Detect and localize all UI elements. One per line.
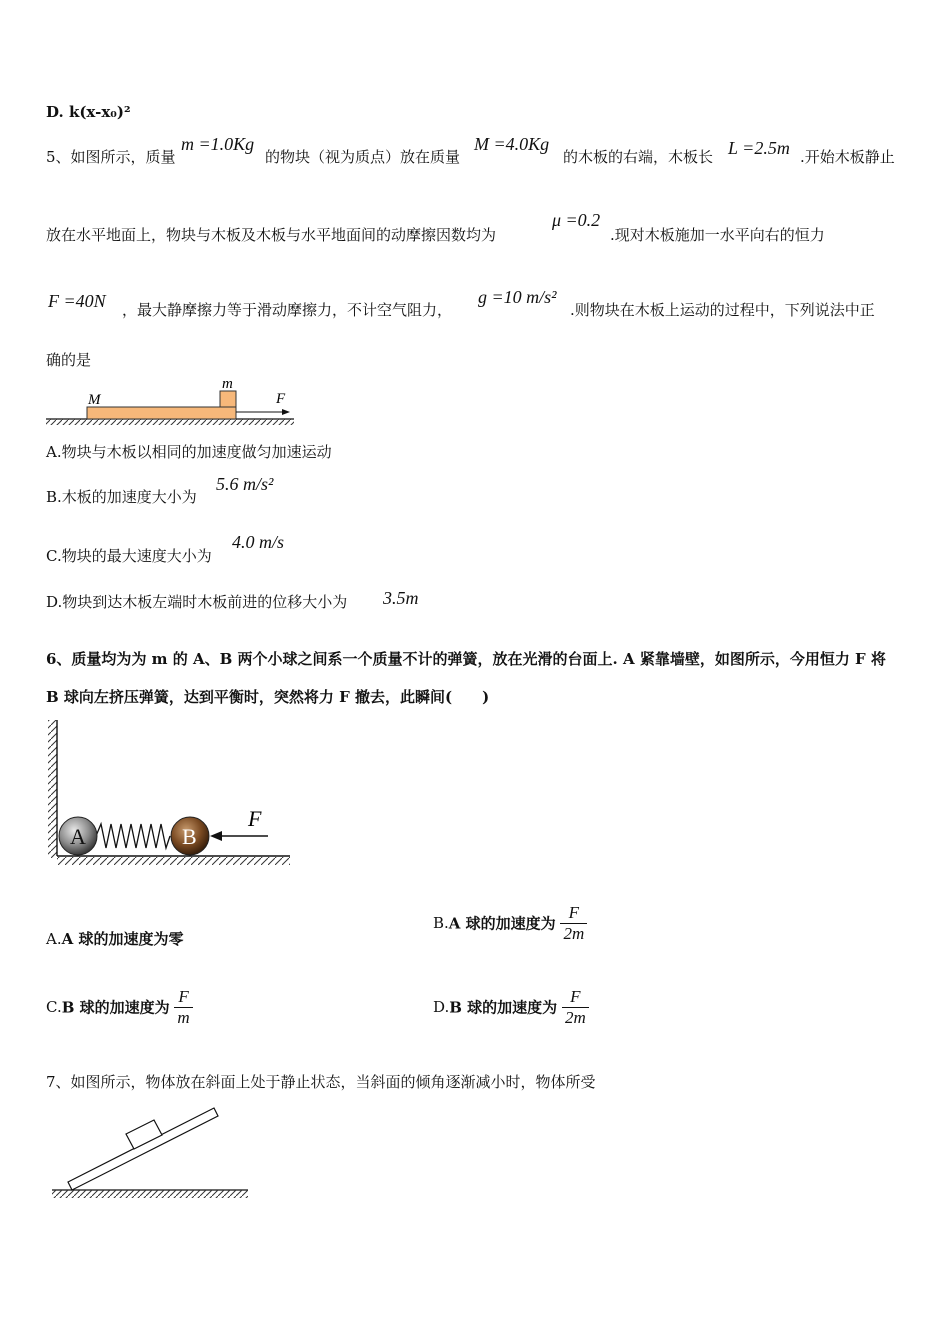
option-text: A 球的加速度为 bbox=[448, 914, 556, 933]
label-b: B bbox=[182, 824, 197, 849]
fraction-den: m bbox=[174, 1007, 192, 1028]
option-label: D. bbox=[46, 593, 63, 611]
q7-incline-figure bbox=[50, 1100, 252, 1204]
ground-hatch bbox=[46, 419, 294, 425]
q5-text: 放在水平地面上，物块与木板及木板与水平地面间的动摩擦因数均为 bbox=[46, 226, 497, 244]
fraction-num: F bbox=[570, 987, 581, 1006]
option-text: A 球的加速度为零 bbox=[61, 930, 184, 948]
q6-spring-figure bbox=[44, 718, 296, 868]
q5-option-d bbox=[46, 591, 347, 612]
option-text: 物块与木板以相同的加速度做匀加速运动 bbox=[61, 443, 332, 461]
fraction-num: F bbox=[568, 903, 580, 922]
option-label: B. bbox=[46, 488, 62, 506]
spring bbox=[96, 824, 170, 848]
force-arrow-head bbox=[282, 409, 290, 415]
option-label: A. bbox=[46, 930, 62, 948]
incline-plank bbox=[68, 1108, 218, 1190]
q5-number: 5、 bbox=[46, 148, 71, 166]
option-label: C. bbox=[46, 547, 62, 565]
q5-option-b-math: 5.6 m/s² bbox=[216, 474, 274, 494]
option-text: 木板的加速度大小为 bbox=[61, 488, 197, 506]
q4-option-d-text: k(x-x₀)² bbox=[68, 103, 131, 121]
q5-option-c bbox=[46, 545, 212, 566]
board bbox=[87, 407, 236, 419]
ground-hatch bbox=[52, 1190, 248, 1198]
fraction bbox=[174, 987, 192, 1027]
q5-text: 如图所示，质量 bbox=[70, 148, 176, 166]
fraction-num: F bbox=[178, 987, 189, 1006]
q5-mu-value: μ =0.2 bbox=[552, 210, 601, 230]
q5-option-d-math: 3.5m bbox=[383, 588, 419, 608]
force-arrow-head bbox=[210, 831, 222, 841]
q6-line-1: 6、质量均为为 m 的 A、B 两个小球之间系一个质量不计的弹簧，放在光滑的台面上. A 紧靠墙壁，如图所示，今用恒力 F 将 bbox=[46, 650, 886, 668]
option-label: C. bbox=[46, 998, 62, 1017]
label-f: F bbox=[248, 806, 262, 831]
q5-M-value: M =4.0Kg bbox=[474, 134, 550, 154]
q5-text: .则物块在木板上运动的过程中，下列说法中正 bbox=[570, 301, 875, 319]
q5-m-value: m =1.0Kg bbox=[181, 134, 255, 154]
q5-text: 的物块（视为质点）放在质量 bbox=[265, 148, 461, 166]
q6-option-c bbox=[46, 987, 193, 1027]
q5-text: 的木板的右端，木板长 bbox=[563, 148, 714, 166]
option-text: B 球的加速度为 bbox=[61, 998, 170, 1017]
q4-option-d bbox=[46, 103, 131, 121]
floor-hatch bbox=[57, 857, 290, 865]
q5-L-value: L =2.5m bbox=[728, 138, 790, 158]
option-text: B 球的加速度为 bbox=[449, 998, 558, 1017]
q4-option-d-label: D. bbox=[46, 103, 64, 121]
option-label: D. bbox=[433, 998, 450, 1017]
q5-text: ，最大静摩擦力等于滑动摩擦力，不计空气阻力， bbox=[122, 301, 453, 319]
fraction-den: 2m bbox=[560, 923, 587, 944]
q6-line-2: B 球向左挤压弹簧，达到平衡时，突然将力 F 撤去，此瞬间( ) bbox=[46, 688, 490, 706]
q6-option-a bbox=[46, 928, 183, 949]
q7-line-1: 7、如图所示，物体放在斜面上处于静止状态，当斜面的倾角逐渐减小时，物体所受 bbox=[46, 1073, 596, 1091]
fraction bbox=[560, 903, 587, 943]
block bbox=[220, 391, 236, 407]
q6-option-d bbox=[433, 987, 589, 1027]
label-F: F bbox=[276, 391, 286, 407]
q5-line-1 bbox=[46, 146, 176, 167]
option-label: A. bbox=[46, 443, 62, 461]
q5-option-c-math: 4.0 m/s bbox=[232, 532, 285, 552]
q5-text: 确的是 bbox=[46, 351, 92, 369]
q5-g-value: g =10 m/s² bbox=[478, 287, 557, 307]
option-label: B. bbox=[433, 914, 449, 933]
fraction bbox=[562, 987, 589, 1027]
label-a: A bbox=[70, 824, 86, 849]
option-text: 物块到达木板左端时木板前进的位移大小为 bbox=[62, 593, 348, 611]
q5-option-b bbox=[46, 486, 197, 507]
fraction-den: 2m bbox=[562, 1007, 589, 1028]
q5-text: .现对木板施加一水平向右的恒力 bbox=[610, 226, 825, 244]
q5-text: .开始木板静止 bbox=[800, 148, 895, 166]
q5-option-a bbox=[46, 441, 332, 462]
wall-hatch bbox=[48, 720, 57, 858]
label-M: M bbox=[88, 392, 101, 408]
label-m: m bbox=[222, 376, 233, 392]
q5-F-value: F =40N bbox=[48, 291, 106, 311]
q5-board-figure bbox=[44, 372, 304, 428]
q6-option-b bbox=[433, 903, 587, 943]
option-text: 物块的最大速度大小为 bbox=[61, 547, 212, 565]
